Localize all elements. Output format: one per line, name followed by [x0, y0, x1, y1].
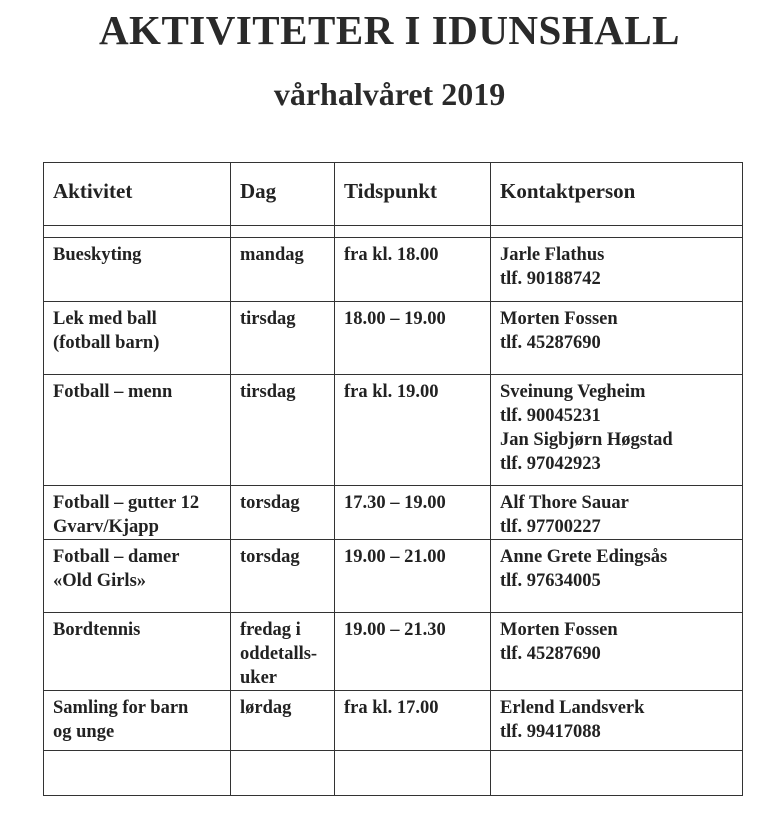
- time-cell: 17.30 – 19.00: [335, 486, 491, 540]
- activity-cell: Fotball – damer «Old Girls»: [44, 540, 231, 613]
- table-row: [44, 302, 743, 375]
- time-cell: 19.00 – 21.30: [335, 613, 491, 691]
- contact-cell: Alf Thore Sauar tlf. 97700227: [491, 486, 743, 540]
- activity-cell: Fotball – gutter 12 Gvarv/Kjapp: [44, 486, 231, 540]
- spacer-row: [44, 226, 743, 238]
- day-cell: tirsdag: [231, 375, 335, 486]
- header-contact: Kontaktperson: [491, 163, 743, 226]
- time-cell: 18.00 – 19.00: [335, 302, 491, 375]
- activity-cell: Fotball – menn: [44, 375, 231, 486]
- time-cell: 19.00 – 21.00: [335, 540, 491, 613]
- table-row: [44, 375, 743, 486]
- day-cell: lørdag: [231, 691, 335, 751]
- empty-row: [44, 751, 743, 796]
- activity-cell: Bueskyting: [44, 238, 231, 302]
- day-cell: tirsdag: [231, 302, 335, 375]
- contact-cell: Jarle Flathus tlf. 90188742: [491, 238, 743, 302]
- time-cell: fra kl. 17.00: [335, 691, 491, 751]
- activity-table: [43, 162, 743, 796]
- day-cell: mandag: [231, 238, 335, 302]
- contact-cell: Morten Fossen tlf. 45287690: [491, 613, 743, 691]
- day-cell: torsdag: [231, 486, 335, 540]
- header-time: Tidspunkt: [335, 163, 491, 226]
- header-day: Dag: [231, 163, 335, 226]
- day-cell: torsdag: [231, 540, 335, 613]
- activity-cell: Samling for barn og unge: [44, 691, 231, 751]
- day-cell: fredag i oddetalls- uker: [231, 613, 335, 691]
- table-header-row: [44, 163, 743, 226]
- time-cell: fra kl. 18.00: [335, 238, 491, 302]
- contact-cell: Morten Fossen tlf. 45287690: [491, 302, 743, 375]
- header-activity: Aktivitet: [44, 163, 231, 226]
- table-row: [44, 238, 743, 302]
- contact-cell: Anne Grete Edingsås tlf. 97634005: [491, 540, 743, 613]
- page-subtitle: vårhalvåret 2019: [273, 76, 506, 112]
- table-row: [44, 540, 743, 613]
- activity-cell: Lek med ball (fotball barn): [44, 302, 231, 375]
- table-row: [44, 613, 743, 691]
- page-title: AKTIVITETER I IDUNSHALL: [98, 7, 681, 53]
- activity-cell: Bordtennis: [44, 613, 231, 691]
- time-cell: fra kl. 19.00: [335, 375, 491, 486]
- contact-cell: Sveinung Vegheim tlf. 90045231 Jan Sigbjørn Høgstad tlf. 97042923: [491, 375, 743, 486]
- table-row: [44, 486, 743, 540]
- contact-cell: Erlend Landsverk tlf. 99417088: [491, 691, 743, 751]
- table-row: [44, 691, 743, 751]
